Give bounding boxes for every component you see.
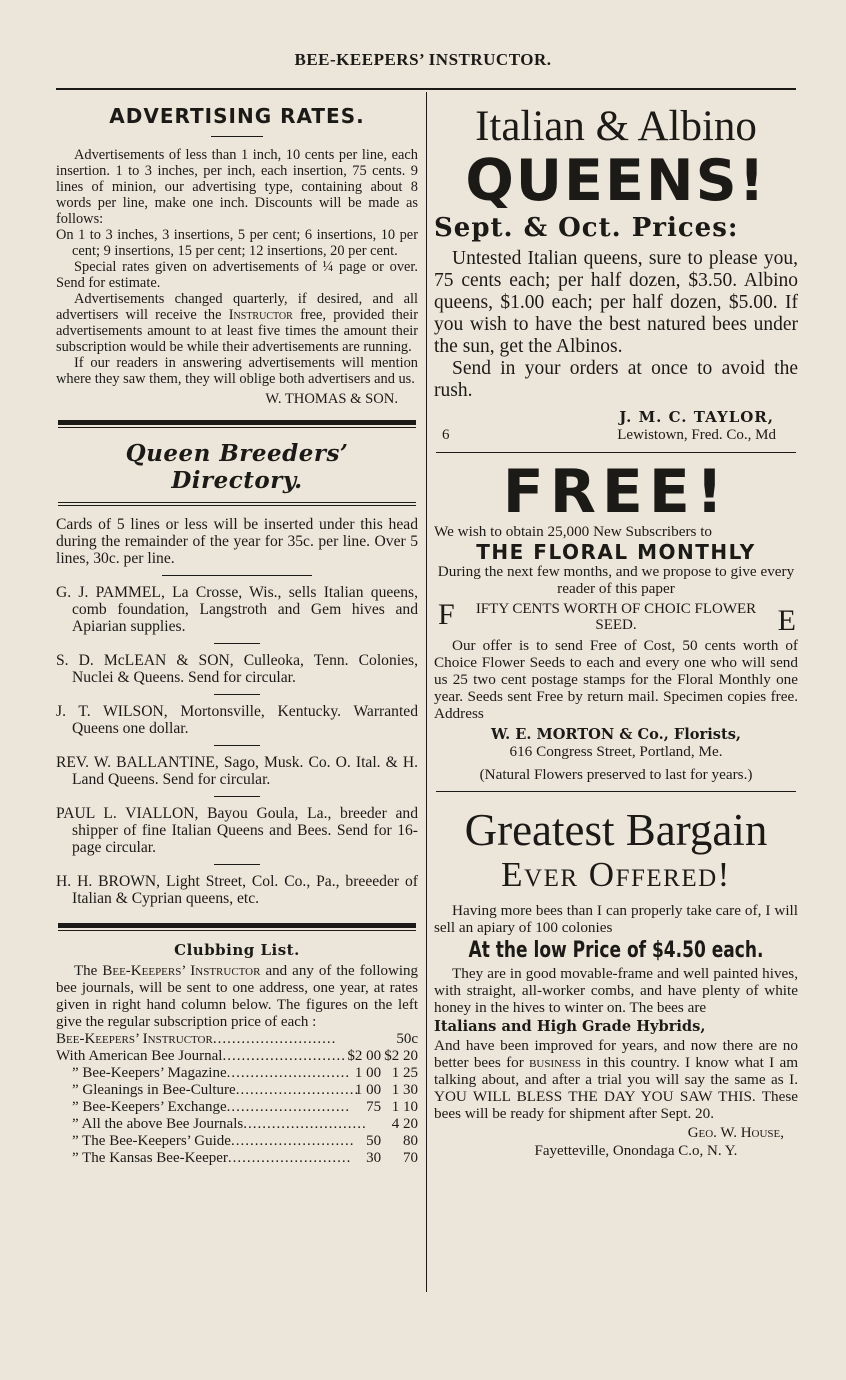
text-run: in this country. I know what I am talking about, and after a trial you will say the same as I. YOU WILL BLESS THE DAY YOU SAW THIS. These bees will be ready for shipment after Sept. 20.	[434, 1054, 799, 1122]
advertising-rates	[56, 104, 418, 408]
divider	[214, 864, 260, 865]
club-price: $2 20	[384, 1048, 418, 1064]
bargain-ad-title: Greatest Bargain	[464, 805, 768, 855]
clubbing-row	[56, 1031, 418, 1048]
queens-ad-body: Untested Italian queens, sure to please you, 75 cents each; per half dozen, $3.50. Albino queens, $1.00 each; per half dozen, $5.00. If you wish to have the best natured bees under the sun, get the Albinos.	[434, 248, 798, 357]
regular-price: 1 00	[354, 1065, 382, 1081]
text-run: free, provided their advertisements amount to at least five times the amount their subscription would be while their advertisements are running.	[56, 307, 418, 355]
regular-price	[346, 1031, 381, 1048]
clubbing-journal-name	[56, 1082, 360, 1099]
free-advertisement	[434, 457, 798, 783]
text-run: With American Bee Journal	[56, 1048, 223, 1064]
text-run: and any of the following bee journals, will be sent to one address, one year, at rates given in right hand column below. The figures on the left give the regular subscription price of each :	[56, 963, 419, 1030]
clubbing-row	[56, 1065, 418, 1082]
divider	[214, 796, 260, 797]
clubbing-row	[56, 1099, 418, 1116]
regular-price: 1 00	[354, 1082, 382, 1098]
leader-dots: ..........................	[230, 1133, 355, 1149]
club-price: 50c	[396, 1031, 418, 1047]
regular-price: 50	[366, 1133, 382, 1149]
queens-ad-title: Italian & Albino	[475, 103, 757, 150]
regular-price: 75	[366, 1099, 382, 1115]
clubbing-row	[56, 1150, 418, 1167]
text-run: Bee-Keepers’ Instructor	[102, 963, 261, 979]
club-price: 4 20	[391, 1116, 418, 1132]
regular-price: $2 00	[347, 1048, 382, 1064]
left-column	[56, 96, 418, 1167]
free-ad-address: 616 Congress Street, Portland, Me.	[509, 743, 723, 760]
directory-entry: J. T. WILSON, Mortonsville, Kentucky. Warranted Queens one dollar.	[56, 703, 418, 737]
text-run: ” Bee-Keepers’ Magazine	[72, 1065, 227, 1081]
leader-dots: ..........................	[235, 1082, 360, 1098]
free-ad-paper-name: THE FLORAL MONTHLY	[476, 540, 756, 564]
queen-breeders-directory	[56, 440, 418, 907]
clubbing-journal-name	[56, 1048, 346, 1065]
clubbing-row	[56, 1048, 418, 1065]
section-rule	[58, 420, 416, 425]
leader-dots: ..........................	[226, 1099, 351, 1115]
directory-title: Queen Breeders’ Directory.	[125, 440, 349, 494]
clubbing-title: Clubbing List.	[174, 941, 300, 959]
section-rule	[436, 452, 796, 453]
section-rule	[58, 930, 416, 931]
bargain-ad-intro: Having more bees than I can properly take care of, I will sell an apiary of 100 colonies	[434, 902, 798, 936]
clubbing-journal-name	[56, 1099, 351, 1116]
divider	[214, 643, 260, 644]
section-rule	[58, 502, 416, 503]
club-price: 1 10	[391, 1099, 418, 1115]
bargain-ad-title-2: Ever Offered!	[501, 855, 731, 894]
clubbing-row	[56, 1116, 418, 1133]
clubbing-journal-name	[56, 1150, 352, 1167]
running-head: BEE-KEEPERS’ INSTRUCTOR.	[294, 50, 552, 69]
leader-dots: ..........................	[243, 1116, 367, 1132]
divider	[214, 745, 260, 746]
bargain-ad-price: At the low Price of $4.50 each.	[468, 938, 764, 963]
text-run: Advertisements changed quarterly, if desired, and all advertisers will receive the	[56, 291, 418, 323]
clubbing-row	[56, 1082, 418, 1099]
regular-price: 30	[366, 1150, 382, 1166]
advertising-rates-title: ADVERTISING RATES.	[109, 104, 365, 128]
clubbing-table	[56, 1031, 418, 1167]
free-ad-line: During the next few months, and we propose to give every reader of this paper	[437, 563, 795, 597]
top-rule	[56, 88, 796, 90]
text-run: Bee-Keepers’ Instructor	[56, 1031, 213, 1047]
section-rule	[436, 791, 796, 792]
bargain-ad-hybrids: Italians and High Grade Hybrids,	[434, 1018, 706, 1035]
bargain-ad-body: They are in good movable-frame and well painted hives, with straight, all-worker combs, and have plenty of white honey in the hives to winter on. The bees are	[434, 965, 798, 1016]
bargain-ad-address: Fayetteville, Onondaga C.o, N. Y.	[534, 1143, 738, 1159]
text-run: The	[74, 963, 98, 979]
right-column	[434, 96, 798, 1160]
clubbing-row	[56, 1133, 418, 1150]
text-run: ” Gleanings in Bee-Culture	[72, 1082, 236, 1098]
queens-ad-number: 6	[442, 427, 450, 443]
leader-dots: ..........................	[212, 1031, 337, 1047]
free-ad-note: (Natural Flowers preserved to last for years.)	[479, 766, 753, 783]
text-run: ” Bee-Keepers’ Exchange	[72, 1099, 227, 1115]
advertising-paragraph: On 1 to 3 inches, 3 insertions, 5 per cent; 6 insertions, 10 per cent; 9 insertions, 15 per cent; 12 insertions, 20 per cent.	[56, 227, 418, 259]
drop-letter: F	[438, 598, 455, 631]
divider	[211, 136, 263, 137]
free-ad-name: W. E. MORTON & Co., Florists,	[490, 726, 741, 743]
queens-advertisement	[434, 104, 798, 444]
clubbing-journal-name	[56, 1116, 367, 1133]
queens-ad-body: Send in your orders at once to avoid the rush.	[434, 358, 798, 401]
text-run: ” All the above Bee Journals	[72, 1116, 244, 1132]
club-price: 70	[403, 1150, 418, 1166]
advertising-paragraph: Advertisements of less than 1 inch, 10 cents per line, each insertion. 1 to 3 inches, per inch, each insertion, 75 cents. 9 lines of minion, our advertising type, containing about 8 words per line, make one inch. Discounts will be made as follows:	[56, 147, 418, 227]
section-rule	[58, 505, 416, 506]
free-ad-offer-text: IFTY CENTS WORTH OF CHOIC FLOWER SEED.	[475, 601, 757, 633]
text-run: ” The Bee-Keepers’ Guide	[72, 1133, 231, 1149]
leader-dots: ..........................	[227, 1150, 352, 1166]
leader-dots: ..........................	[222, 1048, 346, 1064]
free-ad-body: Our offer is to send Free of Cost, 50 cents worth of Choice Flower Seeds to each and every one who will send us 25 two cent postage stamps for the Floral Monthly one year. Seeds sent Free by return mail. Specimen copies free. Address	[434, 637, 798, 722]
divider	[214, 694, 260, 695]
leader-dots: ..........................	[226, 1065, 351, 1081]
clubbing-intro	[56, 963, 418, 1031]
text-run: And have been improved for years, and now there are no better bees for	[434, 1037, 798, 1071]
directory-entry: PAUL L. VIALLON, Bayou Goula, La., breeder and shipper of fine Italian Queens and Bees. Send for 16-page circular.	[56, 805, 418, 856]
advertising-paragraph	[56, 291, 418, 355]
queens-ad-name: J. M. C. TAYLOR,	[619, 408, 774, 426]
text-run: business	[529, 1054, 582, 1071]
directory-entry: H. H. BROWN, Light Street, Col. Co., Pa., breeeder of Italian & Cyprian queens, etc.	[56, 873, 418, 907]
queens-ad-headline: QUEENS!	[465, 148, 767, 214]
section-rule	[58, 427, 416, 428]
clubbing-journal-name	[56, 1065, 351, 1082]
clubbing-journal-name	[56, 1133, 355, 1150]
queens-ad-subhead: Sept. & Oct. Prices:	[434, 213, 739, 243]
text-run: Instructor	[228, 307, 293, 323]
advertising-signature: W. THOMAS & SON.	[265, 391, 398, 407]
bargain-ad-name: Geo. W. House,	[687, 1125, 784, 1141]
free-ad-offer	[434, 598, 798, 637]
drop-letter: E	[777, 604, 796, 637]
club-price: 80	[403, 1133, 418, 1149]
directory-entry: S. D. McLEAN & SON, Culleoka, Tenn. Colonies, Nuclei & Queens. Send for circular.	[56, 652, 418, 686]
bargain-ad-body	[434, 1037, 798, 1122]
column-rule	[426, 92, 427, 1292]
divider	[162, 575, 312, 576]
bargain-advertisement	[434, 806, 798, 1160]
free-ad-headline: FREE!	[502, 457, 730, 527]
advertising-paragraph: If our readers in answering advertisements will mention where they saw them, they will oblige both advertisers and us.	[56, 355, 418, 387]
directory-intro: Cards of 5 lines or less will be inserted under this head during the remainder of the year for 35c. per line. Over 5 lines, 30c. per line.	[56, 516, 418, 567]
directory-entry: G. J. PAMMEL, La Crosse, Wis., sells Italian queens, comb foundation, Langstroth and Gem hives and Apiarian supplies.	[56, 584, 418, 635]
free-ad-intro: We wish to obtain 25,000 New Subscribers to	[434, 523, 713, 540]
section-rule	[58, 923, 416, 928]
directory-entry: REV. W. BALLANTINE, Sago, Musk. Co. O. Ital. & H. Land Queens. Send for circular.	[56, 754, 418, 788]
clubbing-list	[56, 941, 418, 1167]
club-price: 1 25	[391, 1065, 418, 1081]
queens-ad-address: Lewistown, Fred. Co., Md	[617, 427, 776, 443]
clubbing-journal-name	[56, 1031, 346, 1048]
text-run: ” The Kansas Bee-Keeper	[72, 1150, 228, 1166]
club-price: 1 30	[391, 1082, 418, 1098]
advertising-paragraph: Special rates given on advertisements of ¼ page or over. Send for estimate.	[56, 259, 418, 291]
